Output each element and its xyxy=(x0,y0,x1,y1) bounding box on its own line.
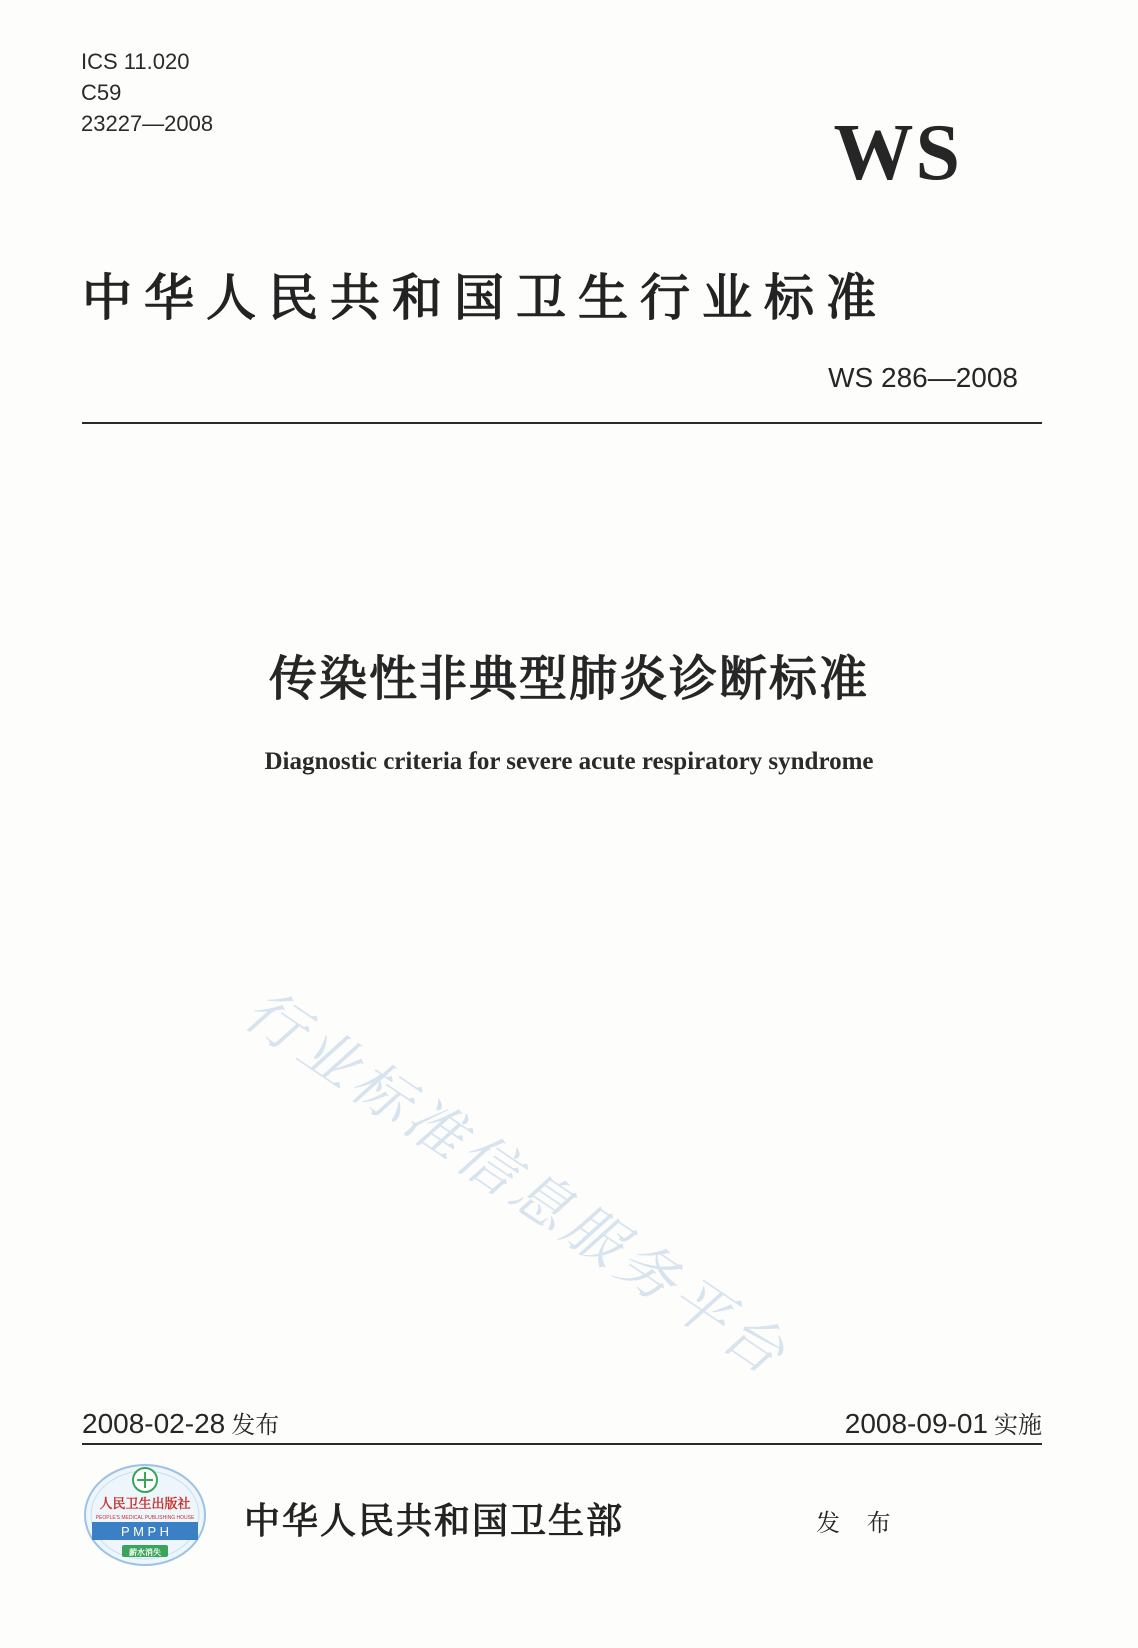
org-title: 中华人民共和国卫生行业标准 xyxy=(82,268,888,327)
standard-number: WS 286—2008 xyxy=(828,362,1018,393)
bottom-divider xyxy=(82,1443,1042,1445)
date-row xyxy=(82,1405,1042,1445)
publisher-name: 中华人民共和国卫生部 xyxy=(244,1500,625,1542)
logo-abbrev: P M P H xyxy=(121,1524,169,1539)
effective-date: 2008-09-01 xyxy=(844,1408,988,1439)
issue-date-block xyxy=(82,1405,279,1440)
record-number: 23227—2008 xyxy=(81,111,214,136)
logo-top-text: 人民卫生出版社 xyxy=(99,1497,191,1512)
ws-logo: WS xyxy=(833,109,962,197)
publisher-logo xyxy=(82,1462,208,1568)
effective-label: 实施 xyxy=(994,1412,1042,1439)
logo-bottom-text: 薪水消失 xyxy=(129,1548,161,1557)
effective-date-block xyxy=(845,1405,1042,1440)
issue-date: 2008-02-28 xyxy=(82,1408,226,1439)
publish-label: 发 布 xyxy=(816,1510,901,1537)
top-divider xyxy=(82,422,1042,424)
logo-sub-text: PEOPLE'S MEDICAL PUBLISHING HOUSE xyxy=(95,1515,195,1521)
ics-code: ICS 11.020 xyxy=(81,49,190,74)
ccs-code: C59 xyxy=(81,80,122,105)
issue-label: 发布 xyxy=(231,1412,280,1439)
classification-block xyxy=(81,46,213,139)
document-title-en: Diagnostic criteria for severe acute respiratory syndrome xyxy=(264,748,874,775)
watermark: 行业标准信息服务平台 xyxy=(232,975,802,1391)
document-title-zh: 传染性非典型肺炎诊断标准 xyxy=(268,651,869,707)
